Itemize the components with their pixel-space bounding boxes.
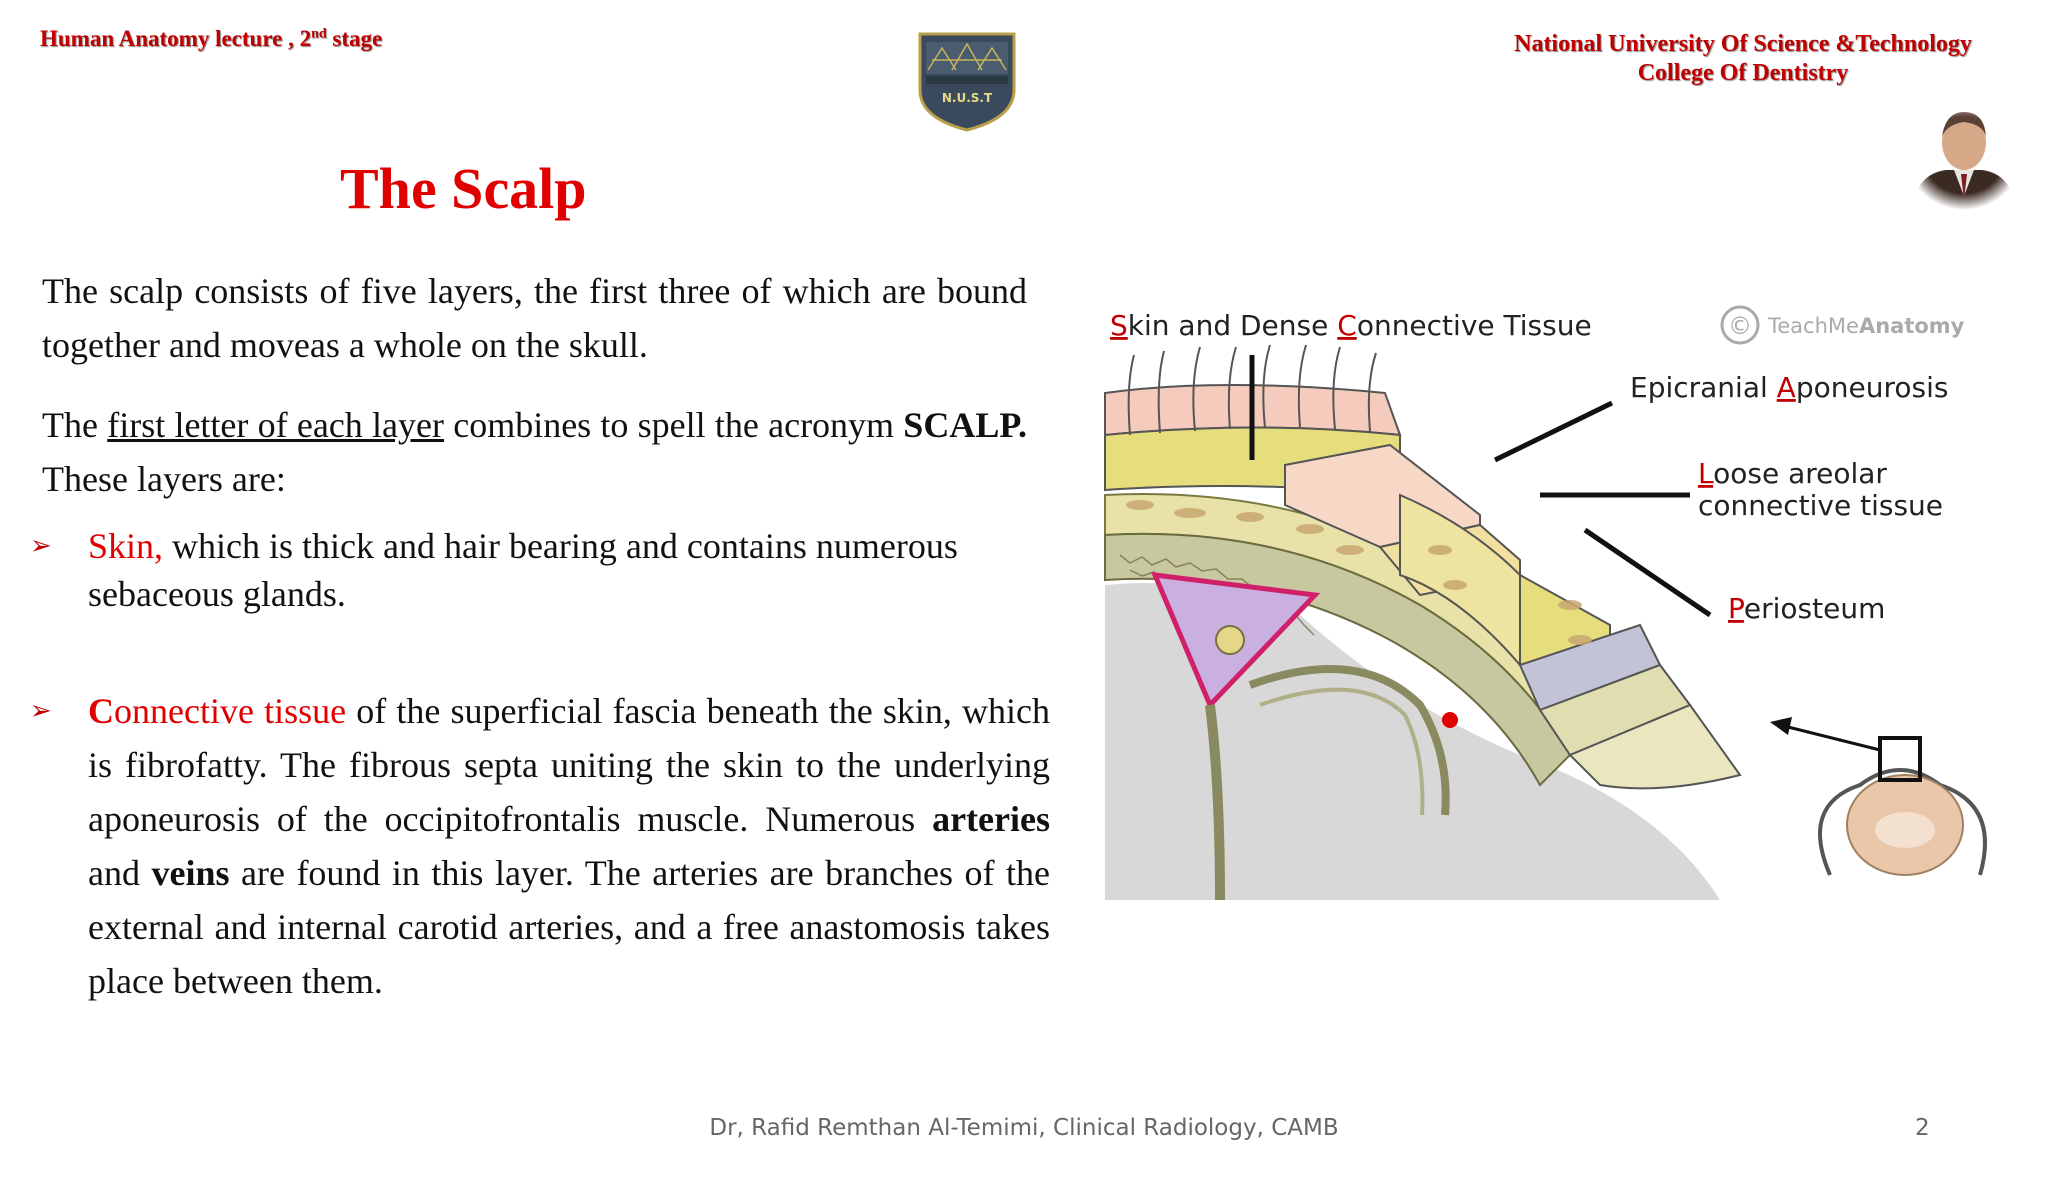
lecture-header-sup: nd bbox=[311, 26, 327, 42]
label-skin-row bbox=[1110, 309, 1592, 342]
skin-description: which is thick and hair bearing and contains numerous sebaceous glands. bbox=[88, 526, 958, 614]
bullet-connective-text bbox=[88, 684, 1050, 1008]
label-peri-P: P bbox=[1728, 592, 1744, 625]
label-apo-A: A bbox=[1776, 371, 1796, 404]
acronym-bold: SCALP. bbox=[903, 405, 1028, 445]
acronym-underline: first letter of each layer bbox=[107, 405, 444, 445]
watermark-b: Anatomy bbox=[1858, 314, 1965, 338]
label-apo-a: Epicranial bbox=[1630, 371, 1777, 404]
acronym-paragraph bbox=[42, 398, 1027, 506]
bullet-skin-text bbox=[88, 522, 1050, 618]
label-loose-areolar bbox=[1698, 457, 1887, 490]
label-skin-b: onnective Tissue bbox=[1356, 309, 1592, 342]
lecture-header bbox=[40, 26, 382, 52]
connective-text-a: of the superficial fascia beneath the skin, which is fibrofatty. The fibrous septa uniting the skin to the underlying aponeurosis of the occipitofrontalis muscle. Numerous bbox=[88, 691, 1050, 839]
acronym-text-c: These layers are: bbox=[42, 459, 286, 499]
lecture-header-tail: stage bbox=[326, 26, 383, 51]
university-name: National University Of Science &Technology bbox=[1514, 31, 1972, 57]
university-header bbox=[1483, 30, 2003, 88]
label-peri-a: eriosteum bbox=[1743, 592, 1886, 625]
acronym-text-b: combines to spell the acronym bbox=[443, 405, 904, 445]
connective-first-letter: C bbox=[88, 691, 114, 731]
watermark-a: TeachMe bbox=[1768, 314, 1859, 338]
bullet-connective-tissue bbox=[30, 684, 1050, 1008]
label-skin-a: kin and Dense bbox=[1127, 309, 1338, 342]
college-name: College Of Dentistry bbox=[1637, 60, 1849, 86]
connective-text-b: and bbox=[88, 853, 152, 893]
bullet-skin bbox=[30, 522, 1050, 618]
bullet-arrow-icon: ➢ bbox=[30, 696, 52, 725]
university-logo bbox=[912, 30, 1022, 132]
lecturer-avatar bbox=[1906, 100, 2022, 210]
connective-keyword: onnective tissue bbox=[114, 691, 347, 731]
scalp-layers-diagram bbox=[1100, 285, 2010, 925]
veins-bold: veins bbox=[151, 853, 230, 893]
arteries-bold: arteries bbox=[932, 799, 1050, 839]
watermark bbox=[1767, 314, 1965, 338]
label-skin-c: C bbox=[1337, 309, 1357, 342]
intro-paragraph: The scalp consists of five layers, the first three of which are bound together and moveas a whole on the skull. bbox=[42, 271, 1027, 365]
label-apo-b: poneurosis bbox=[1795, 371, 1949, 404]
label-loose-L: L bbox=[1698, 457, 1714, 490]
label-periosteum bbox=[1728, 592, 1885, 625]
page-number: 2 bbox=[1915, 1115, 1930, 1141]
label-loose-line2: connective tissue bbox=[1698, 489, 1943, 522]
brain-inset-icon bbox=[1770, 717, 1985, 875]
copyright-symbol: © bbox=[1728, 312, 1752, 340]
logo-text: N.U.S.T bbox=[941, 91, 993, 105]
footer-credit: Dr, Rafid Remthan Al-Temimi, Clinical Radiology, CAMB bbox=[709, 1115, 1339, 1141]
label-loose-a: oose areolar bbox=[1713, 457, 1887, 490]
connective-text-c: are found in this layer. The arteries are branches of the external and internal carotid arteries, and a free anastomosis takes place between them. bbox=[88, 853, 1050, 1001]
label-aponeurosis bbox=[1630, 371, 1948, 404]
lecture-header-main: Human Anatomy lecture , 2 bbox=[40, 26, 312, 51]
acronym-text-a: The bbox=[42, 405, 108, 445]
slide-title: The Scalp bbox=[340, 156, 587, 221]
skin-keyword: Skin, bbox=[88, 526, 164, 566]
label-skin-s: S bbox=[1110, 309, 1128, 342]
bullet-arrow-icon: ➢ bbox=[30, 531, 52, 560]
